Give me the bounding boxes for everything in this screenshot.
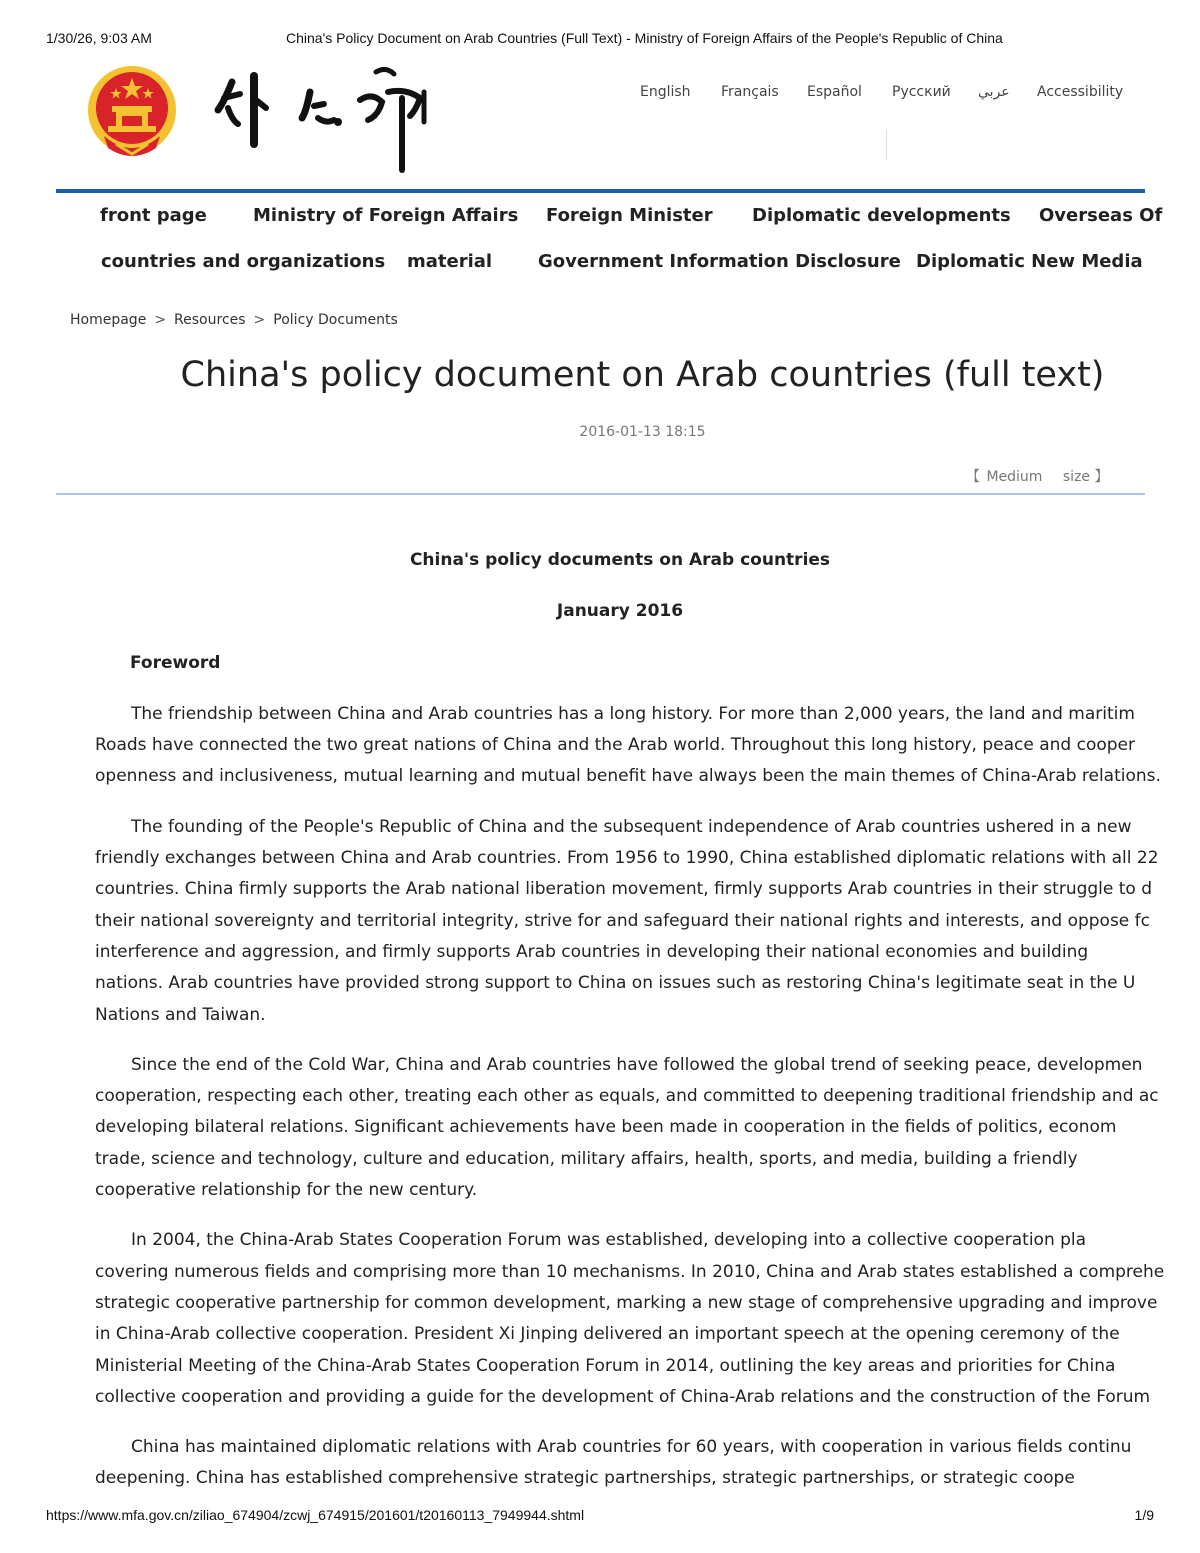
language-bar: [640, 84, 1122, 104]
nav-item-overseas[interactable]: Overseas Of: [1039, 205, 1163, 226]
lang-link-arabic[interactable]: عربي: [978, 84, 1010, 100]
section-heading-foreword: Foreword: [130, 652, 221, 673]
paragraph-line: openness and inclusiveness, mutual learning and mutual benefit have always been the main themes of China-Arab relations.: [95, 766, 1161, 787]
paragraph-line: cooperation, respecting each other, treating each other as equals, and committed to deepening traditional friendship and ac: [95, 1086, 1159, 1107]
title-rule: [56, 493, 1145, 495]
paragraph-line: The friendship between China and Arab countries has a long history. For more than 2,000 years, the land and maritim: [131, 703, 1135, 724]
paragraph-line: Nations and Taiwan.: [95, 1004, 266, 1025]
print-header: [46, 30, 1154, 50]
document-heading: China's policy documents on Arab countries: [409, 550, 831, 570]
paragraph-line: In 2004, the China-Arab States Cooperation Forum was established, developing into a collective cooperation pla: [131, 1230, 1087, 1251]
breadcrumb: [70, 312, 404, 328]
paragraph: [95, 699, 1161, 793]
accessibility-link[interactable]: Accessibility: [1037, 84, 1124, 100]
nav-item-material[interactable]: material: [407, 251, 493, 272]
paragraph-line: friendly exchanges between China and Arab countries. From 1956 to 1990, China established diplomatic relations with all 22: [95, 848, 1159, 869]
paragraph-line: interference and aggression, and firmly supports Arab countries in developing their national economies and building: [95, 941, 1089, 962]
lang-link-spanish[interactable]: Español: [807, 84, 862, 100]
print-datetime: 1/30/26, 9:03 AM: [46, 30, 152, 46]
breadcrumb-separator: >: [154, 312, 167, 328]
nav-item-countries-organizations[interactable]: countries and organizations: [101, 251, 386, 272]
paragraph: [95, 1225, 1165, 1413]
paragraph-line: cooperative relationship for the new century.: [95, 1180, 478, 1201]
breadcrumb-policy-documents[interactable]: Policy Documents: [273, 312, 398, 328]
paragraph-line: in China-Arab collective cooperation. President Xi Jinping delivered an important speech at the opening ceremony of the: [95, 1324, 1120, 1345]
main-nav: [56, 193, 1163, 288]
print-url: https://www.mfa.gov.cn/ziliao_674904/zcwj_674915/201601/t20160113_7949944.shtml: [46, 1507, 585, 1523]
font-size-label: size: [1062, 469, 1091, 485]
paragraph-line: countries. China firmly supports the Arab national liberation movement, firmly supports Arab countries in their struggle to d: [95, 879, 1153, 900]
nav-item-government-info[interactable]: Government Information Disclosure: [538, 251, 901, 272]
article-body: [95, 545, 1165, 1500]
paragraph-line: their national sovereignty and territorial integrity, strive for and safeguard their national rights and interests, and oppose fc: [95, 910, 1151, 931]
national-emblem-logo[interactable]: [86, 64, 178, 160]
font-size-control: [966, 466, 1109, 486]
paragraph-line: deepening. China has established comprehensive strategic partnerships, strategic partnerships, or strategic coope: [95, 1468, 1075, 1489]
ministry-calligraphy-logo[interactable]: [210, 62, 440, 177]
lang-link-russian[interactable]: Русский: [892, 84, 951, 100]
paragraph-line: Ministerial Meeting of the China-Arab States Cooperation Forum in 2014, outlining the key areas and priorities for China: [95, 1355, 1116, 1376]
publish-date: 2016-01-13 18:15: [579, 424, 706, 440]
paragraph: [95, 812, 1159, 1031]
nav-item-ministry[interactable]: Ministry of Foreign Affairs: [253, 205, 519, 226]
font-size-bracket-open: 【: [966, 469, 980, 485]
paragraph-line: covering numerous fields and comprising more than 10 mechanisms. In 2010, China and Arab states established a comprehe: [95, 1261, 1165, 1282]
paragraph-line: nations. Arab countries have provided strong support to China on issues such as restoring China's legitimate seat in the U: [95, 973, 1136, 994]
paragraph-line: strategic cooperative partnership for common development, marking a new stage of comprehensive upgrading and improve: [95, 1292, 1158, 1313]
paragraph-line: trade, science and technology, culture and education, military affairs, health, sports, and media, building a friendly: [95, 1148, 1078, 1169]
paragraph-line: China has maintained diplomatic relations with Arab countries for 60 years, with cooperation in various fields continu: [131, 1437, 1132, 1458]
page-title: China's policy document on Arab countries (full text): [180, 355, 1105, 395]
nav-item-front-page[interactable]: front page: [100, 205, 207, 226]
print-document-title: China's Policy Document on Arab Countries (Full Text) - Ministry of Foreign Affairs of the People's Republic of China: [286, 30, 1003, 46]
document-date: January 2016: [556, 601, 684, 622]
paragraph-line: The founding of the People's Republic of China and the subsequent independence of Arab countries ushered in a new: [131, 816, 1132, 837]
paragraph-line: Roads have connected the two great nations of China and the Arab world. Throughout this long history, peace and cooper: [95, 735, 1135, 756]
nav-item-foreign-minister[interactable]: Foreign Minister: [546, 205, 713, 226]
print-page-number: 1/9: [1134, 1507, 1154, 1523]
paragraph-line: developing bilateral relations. Significant achievements have been made in cooperation in the fields of politics, econom: [95, 1117, 1117, 1138]
header-divider: [886, 130, 887, 160]
nav-item-diplomatic-developments[interactable]: Diplomatic developments: [752, 205, 1011, 226]
paragraph: [95, 1050, 1159, 1206]
lang-link-english[interactable]: English: [640, 84, 691, 100]
breadcrumb-separator: >: [253, 312, 266, 328]
font-size-medium-button[interactable]: Medium: [986, 469, 1043, 485]
paragraph-line: Since the end of the Cold War, China and Arab countries have followed the global trend of seeking peace, developmen: [131, 1054, 1143, 1075]
paragraph: [95, 1432, 1145, 1495]
breadcrumb-home[interactable]: Homepage: [70, 312, 147, 328]
print-footer: [46, 1507, 1154, 1527]
lang-link-french[interactable]: Français: [721, 84, 779, 100]
nav-item-diplomatic-new-media[interactable]: Diplomatic New Media: [916, 251, 1143, 272]
breadcrumb-resources[interactable]: Resources: [174, 312, 246, 328]
paragraph-line: collective cooperation and providing a guide for the development of China-Arab relations and the construction of the Forum: [95, 1386, 1151, 1407]
font-size-bracket-close: 】: [1094, 469, 1109, 485]
